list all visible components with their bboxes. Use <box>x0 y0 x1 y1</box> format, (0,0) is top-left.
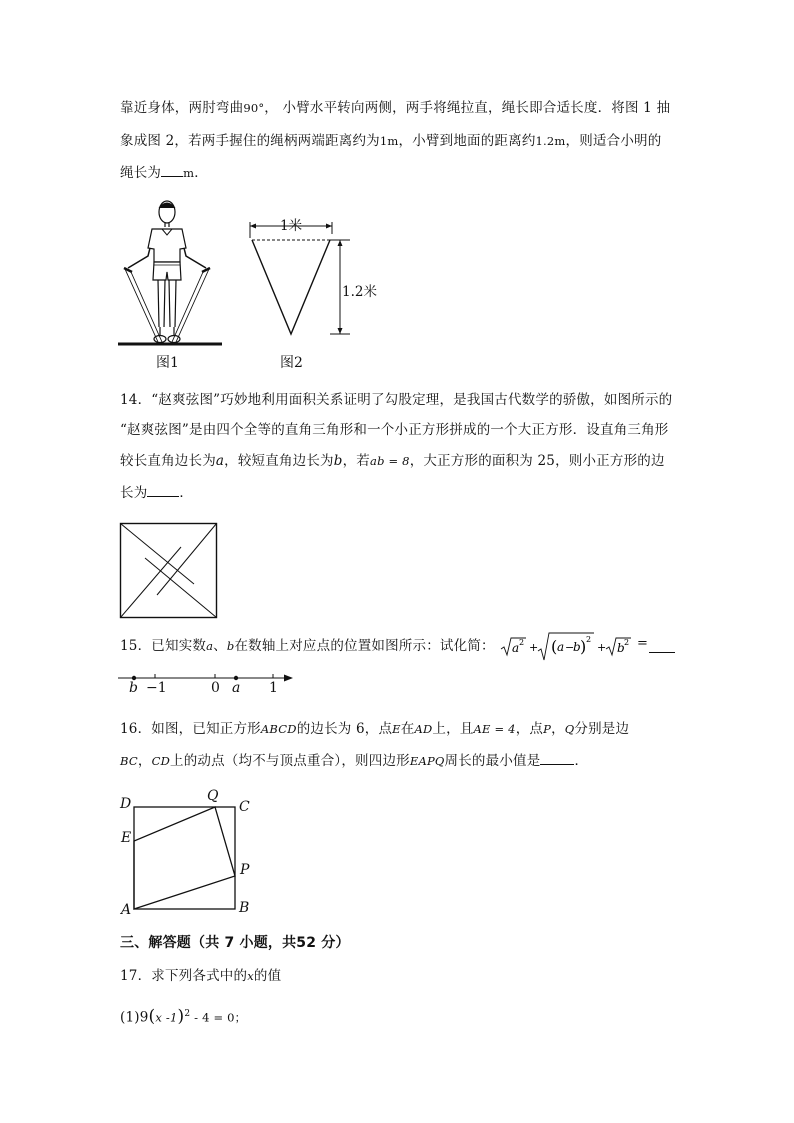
zhao-shuang-diagram <box>119 520 219 620</box>
axis-label-0: 0 <box>211 680 220 696</box>
label-d: D <box>120 796 132 812</box>
expr: x -1 <box>155 1010 178 1025</box>
figure-2-triangle <box>240 212 390 342</box>
text: ， <box>551 721 565 737</box>
axis-label-neg1: −1 <box>146 680 167 696</box>
q13-line-3 <box>120 162 208 183</box>
text: - 4 = 0； <box>190 1010 247 1025</box>
point-q: Q <box>564 722 575 736</box>
var-x: x <box>247 969 254 983</box>
figure-2-top-label: 1米 <box>280 218 303 234</box>
q14-line-3 <box>120 451 665 471</box>
expr-a: a <box>512 641 520 655</box>
text: ，较短直角边长为 <box>224 453 334 469</box>
text: 在 <box>400 721 415 737</box>
side-ad: AD <box>414 722 433 736</box>
text: ，若 <box>342 453 371 469</box>
expr-b: b <box>617 641 625 655</box>
expr-b: b <box>573 640 581 654</box>
label-e: E <box>121 830 132 846</box>
q14-line-2: “赵爽弦图”是由四个全等的直角三角形和一个小正方形拼成的一个大正方形．设直角三角形 <box>120 422 669 438</box>
text: 象成图 2，若两手握住的绳柄两端距离约为 <box>120 133 380 149</box>
side-bc: BC <box>120 754 138 768</box>
paren: ( <box>551 637 558 656</box>
expr-exp: 2 <box>519 638 525 647</box>
var-a: a <box>215 453 225 469</box>
text: ，小臂到地面的距离约 <box>398 133 536 149</box>
q17-part-1 <box>120 1004 246 1028</box>
text: 的值 <box>253 968 282 984</box>
text: ，则适合小明的 <box>565 133 662 149</box>
text: ， 小臂水平转向两侧，两手将绳拉直，绳长即合适长度．将图 1 抽 <box>264 100 671 116</box>
paren-close: ) <box>177 1006 185 1027</box>
text: 较长直角边长为 <box>120 453 216 469</box>
axis-label-b: b <box>129 680 138 696</box>
point-p: P <box>543 722 552 736</box>
expr-a-minus-b: a <box>557 640 565 654</box>
answer-blank[interactable] <box>161 162 183 177</box>
condition: ab = 8 <box>370 454 410 468</box>
text: ． <box>194 165 208 181</box>
text: ． <box>137 638 152 654</box>
text: 已知实数 <box>151 638 207 654</box>
q16-line-1 <box>120 719 629 739</box>
answer-blank[interactable] <box>540 750 574 765</box>
text: 17．求下列各式中的 <box>120 968 248 984</box>
text: ， <box>137 753 152 769</box>
text: (1)9 <box>120 1009 149 1026</box>
expr-exp: 2 <box>624 638 630 647</box>
distance-value: 1m <box>379 134 399 148</box>
height-value: 1.2m <box>535 134 566 148</box>
expr-exp: 2 <box>586 635 592 644</box>
text: 上的动点（均不与顶点重合），则四边形 <box>170 753 410 769</box>
q17-line-1 <box>120 966 281 986</box>
text: 周长的最小值是 <box>444 753 541 769</box>
axis-label-a: a <box>232 680 241 696</box>
figure-2-side-label: 1.2米 <box>342 284 377 300</box>
angle-value: 90° <box>243 101 265 115</box>
text: 长为 <box>120 485 148 501</box>
square-name: ABCD <box>260 722 297 736</box>
var-a: a <box>206 639 214 653</box>
text: 的边长为 6，点 <box>296 721 393 737</box>
q14-line-4 <box>120 482 193 503</box>
q16-line-2 <box>120 750 588 771</box>
text: 分别是边 <box>574 721 630 737</box>
text: 绳长为 <box>120 165 162 181</box>
answer-blank[interactable] <box>649 638 675 653</box>
paren: ) <box>580 637 587 656</box>
text: 上，且 <box>432 721 474 737</box>
answer-blank[interactable] <box>147 482 179 497</box>
question-number: 15 <box>120 638 138 654</box>
equals-sign: = <box>637 636 648 651</box>
var-b: b <box>333 453 343 469</box>
label-p: P <box>240 862 250 878</box>
q13-line-2 <box>120 131 661 151</box>
point-e: E <box>392 722 401 736</box>
label-b: B <box>239 900 250 916</box>
q13-line-1 <box>120 98 670 118</box>
plus-sign: + <box>597 641 607 654</box>
axis-label-1: 1 <box>269 680 278 696</box>
paren-open: ( <box>148 1006 156 1027</box>
text: 、 <box>213 638 227 654</box>
text: ，点 <box>515 721 544 737</box>
label-c: C <box>239 799 250 815</box>
text: ． <box>574 753 589 769</box>
side-cd: CD <box>151 754 170 768</box>
figure-1-jump-rope-person <box>118 196 222 376</box>
plus-sign: + <box>529 641 539 654</box>
var-b: b <box>226 639 235 653</box>
label-a: A <box>121 902 132 918</box>
condition: AE = 4 <box>473 722 516 736</box>
quadrilateral-name: EAPQ <box>409 754 445 768</box>
q14-line-1: 14．“赵爽弦图”巧妙地利用面积关系证明了勾股定理，是我国古代数学的骄傲，如图所示的 <box>120 392 673 408</box>
text: ，大正方形的面积为 25，则小正方形的边 <box>409 453 665 469</box>
figure-1-caption: 图1 <box>156 355 179 371</box>
text: 在数轴上对应点的位置如图所示：试化简： <box>234 638 495 654</box>
unit: m <box>183 166 195 180</box>
label-q: Q <box>207 788 219 804</box>
section-heading: 三、解答题（共 7 小题，共52 分） <box>120 935 350 951</box>
text: 靠近身体，两肘弯曲 <box>120 100 244 116</box>
minus: − <box>565 641 575 654</box>
figure-2-caption: 图2 <box>280 355 303 371</box>
text: 16．如图，已知正方形 <box>120 721 261 737</box>
exponent: 2 <box>184 1009 191 1019</box>
q15-line <box>120 636 495 656</box>
text: ． <box>179 485 194 501</box>
